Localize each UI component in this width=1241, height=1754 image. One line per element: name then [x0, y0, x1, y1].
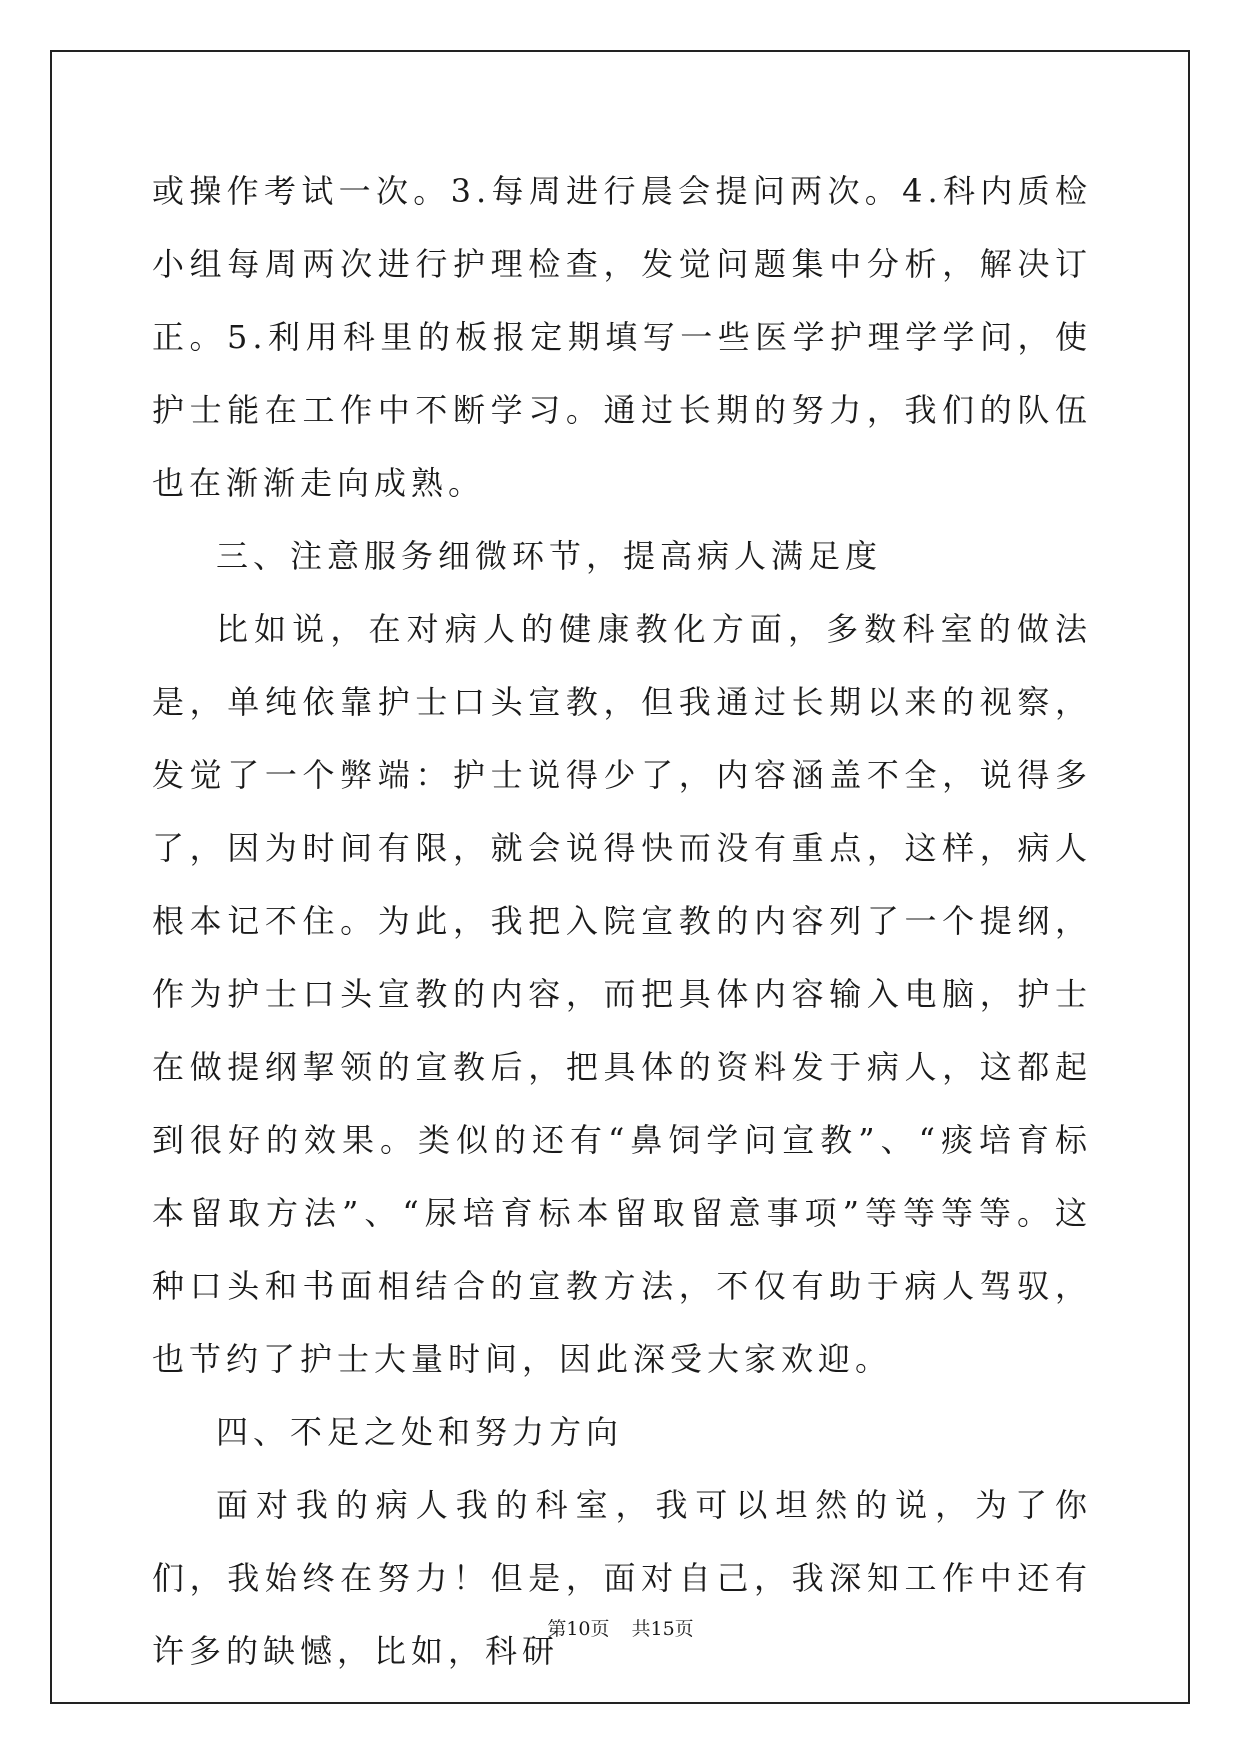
document-body [152, 155, 1092, 1688]
paragraph-3: 面对我的病人我的科室，我可以坦然的说，为了你们，我始终在努力！但是，面对自己，我深知工作中还有许多的缺憾，比如，科研 [152, 1486, 1092, 1670]
section-heading-3: 三、注意服务细微环节，提高病人满足度 [216, 537, 883, 575]
paragraph-2: 比如说，在对病人的健康教化方面，多数科室的做法是，单纯依靠护士口头宣教，但我通过长期以来的视察，发觉了一个弊端：护士说得少了，内容涵盖不全，说得多了，因为时间有限，就会说得快而没有重点，这样，病人根本记不住。为此，我把入院宣教的内容列了一个提纲，作为护士口头宣教的内容，而把具体内容输入电脑，护士在做提纲挈领的宣教后，把具体的资料发于病人，这都起到很好的效果。类似的还有“鼻饲学问宣教”、“痰培育标本留取方法”、“尿培育标本留取留意事项”等等等等。这种口头和书面相结合的宣教方法，不仅有助于病人驾驭，也节约了护士大量时间，因此深受大家欢迎。 [152, 610, 1092, 1378]
page-number-total: 共15页 [631, 1618, 694, 1640]
page-footer [0, 1614, 1241, 1641]
page-number-current: 第10页 [547, 1618, 610, 1640]
section-heading-4: 四、不足之处和努力方向 [216, 1413, 624, 1451]
paragraph-1: 或操作考试一次。3.每周进行晨会提问两次。4.科内质检小组每周两次进行护理检查，发觉问题集中分析，解决订正。5.利用科里的板报定期填写一些医学护理学学问，使护士能在工作中不断学习。通过长期的努力，我们的队伍也在渐渐走向成熟。 [152, 172, 1092, 502]
